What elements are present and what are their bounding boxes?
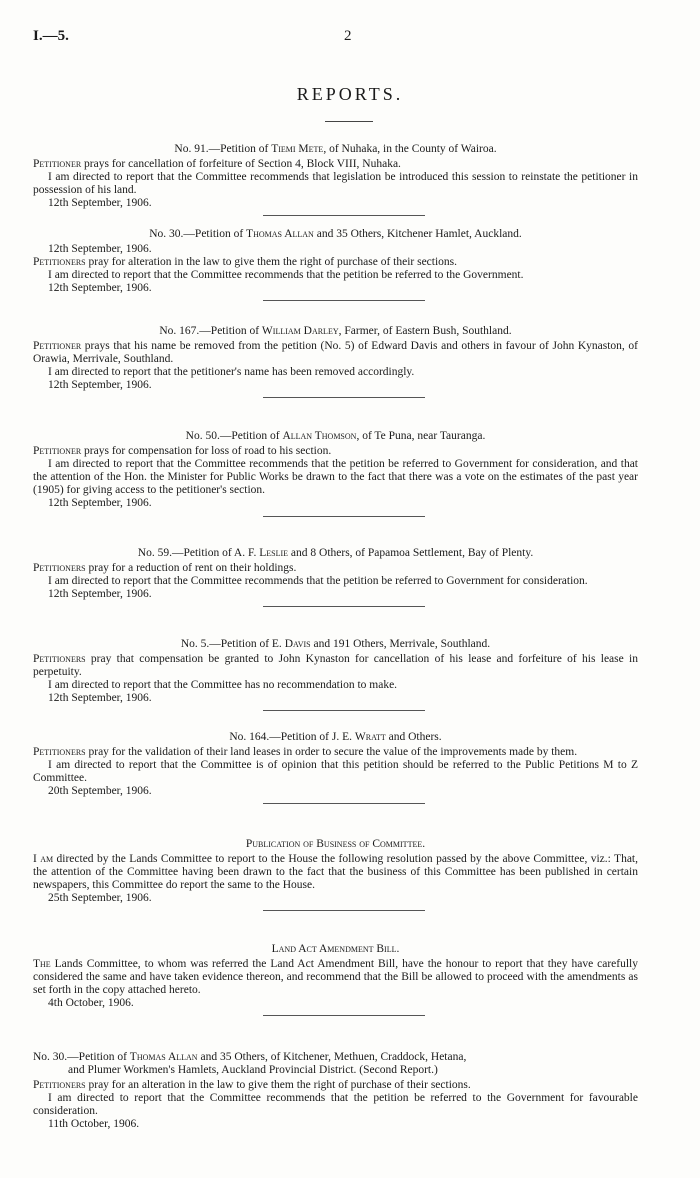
report-section-publication-of-business [33,838,638,911]
section-rule [263,710,425,711]
section-rule [263,803,425,804]
report-text: I am directed to report that the Committee recommends that the petition be referred to Government for consideration, and that the attention of the Hon. the Minister for Public Works be drawn to the fact that there was a vote on the estimates of the past year (1905) for giving access to the petitioner's section. [33,458,638,497]
report-section-petition-91 [33,143,638,216]
section-rule [263,397,425,398]
report-date: 12th September, 1906. [48,497,152,510]
report-text: I am directed to report that the Committee recommends that the petition be referred to the Government for favourable consideration. [33,1092,638,1118]
report-text: I am directed to report that the Committee recommends that the petition be referred to the Government. [48,269,524,282]
report-section-petition-5 [33,638,638,711]
report-text: I am directed by the Lands Committee to report to the House the following resolution passed by the above Committee, viz.: That, the attention of the Committee having been drawn to the fact that the business of this Committee has been published in certain newspapers, this Committee do report the same to the House. [33,853,638,892]
report-date: 11th October, 1906. [48,1118,140,1131]
section-rule [263,215,425,216]
petition-text: Petitioners pray that compensation be granted to John Kynaston for cancellation of his lease and forfeiture of his lease in perpetuity. [33,653,638,679]
petition-text: Petitioner prays for cancellation of forfeiture of Section 4, Block VIII, Nuhaka. [33,158,401,171]
report-date: 20th September, 1906. [48,785,152,798]
petition-text: Petitioner prays for compensation for loss of road to his section. [33,445,332,458]
section-rule [263,516,425,517]
page-title: REPORTS. [296,84,404,104]
report-date: 25th September, 1906. [48,892,152,905]
report-text: I am directed to report that the Committee is of opinion that this petition should be referred to the Public Petitions M to Z Committee. [33,759,638,785]
section-heading: No. 30.—Petition of Thomas Allan and 35 Others, of Kitchener, Methuen, Craddock, Hetana, and Plumer Workmen's Hamlets, Auckland Provincial District. (Second Report.) [33,1051,467,1077]
section-heading: No. 164.—Petition of J. E. Wratt and Others. [229,731,442,743]
report-date: 12th September, 1906. [48,197,152,210]
report-section-land-act-amendment-bill [33,943,638,1016]
petition-date: 12th September, 1906. [48,243,152,256]
report-date: 4th October, 1906. [48,997,134,1010]
petition-text: Petitioners pray for a reduction of rent on their holdings. [33,562,297,575]
report-section-petition-59 [33,547,638,607]
report-section-petition-30-second-report [33,1051,638,1132]
section-rule [263,910,425,911]
petition-text: Petitioners pray for alteration in the law to give them the right of purchase of their sections. [33,256,458,269]
section-heading: No. 59.—Petition of A. F. Leslie and 8 Others, of Papamoa Settlement, Bay of Plenty. [137,547,534,559]
section-heading: No. 91.—Petition of Tiemi Mete, of Nuhaka, in the County of Wairoa. [174,143,497,155]
report-date: 12th September, 1906. [48,379,152,392]
section-heading: No. 167.—Petition of William Darley, Farmer, of Eastern Bush, Southland. [159,325,512,337]
petition-text: Petitioner prays that his name be removed from the petition (No. 5) of Edward Davis and others in favour of John Kynaston, of Orawia, Merrivale, Southland. [33,340,638,366]
section-heading: No. 5.—Petition of E. Davis and 191 Others, Merrivale, Southland. [180,638,491,650]
section-rule [263,300,425,301]
report-text: I am directed to report that the petitioner's name has been removed accordingly. [48,366,415,379]
petition-text: Petitioners pray for the validation of their land leases in order to secure the value of the improvements made by them. [33,746,578,759]
report-date: 12th September, 1906. [48,588,152,601]
section-heading: No. 30.—Petition of Thomas Allan and 35 Others, Kitchener Hamlet, Auckland. [149,228,522,240]
title-rule [325,121,373,122]
report-section-petition-30 [33,228,638,301]
section-rule [263,606,425,607]
section-heading: Land Act Amendment Bill. [271,943,400,955]
petition-text: Petitioners pray for an alteration in the law to give them the right of purchase of their sections. [33,1079,471,1092]
report-text: I am directed to report that the Committee recommends that legislation be introduced this session to reinstate the petitioner in possession of his land. [33,171,638,197]
report-date: 12th September, 1906. [48,282,152,295]
page-number: 2 [344,28,352,44]
report-section-petition-164 [33,731,638,804]
section-heading: Publication of Business of Committee. [245,838,426,850]
report-date: 12th September, 1906. [48,692,152,705]
report-section-petition-50 [33,430,638,517]
section-rule [263,1015,425,1016]
report-text: I am directed to report that the Committee recommends that the petition be referred to Government for consideration. [48,575,588,588]
report-reference: I.—5. [33,28,69,44]
section-heading: No. 50.—Petition of Allan Thomson, of Te Puna, near Tauranga. [185,430,486,442]
report-text: I am directed to report that the Committee has no recommendation to make. [48,679,398,692]
report-text: The Lands Committee, to whom was referred the Land Act Amendment Bill, have the honour to report that they have carefully considered the same and have taken evidence thereon, and recommend that the Bill be allowed to proceed with the amendments as set forth in the copy attached hereto. [33,958,638,997]
report-section-petition-167 [33,325,638,398]
